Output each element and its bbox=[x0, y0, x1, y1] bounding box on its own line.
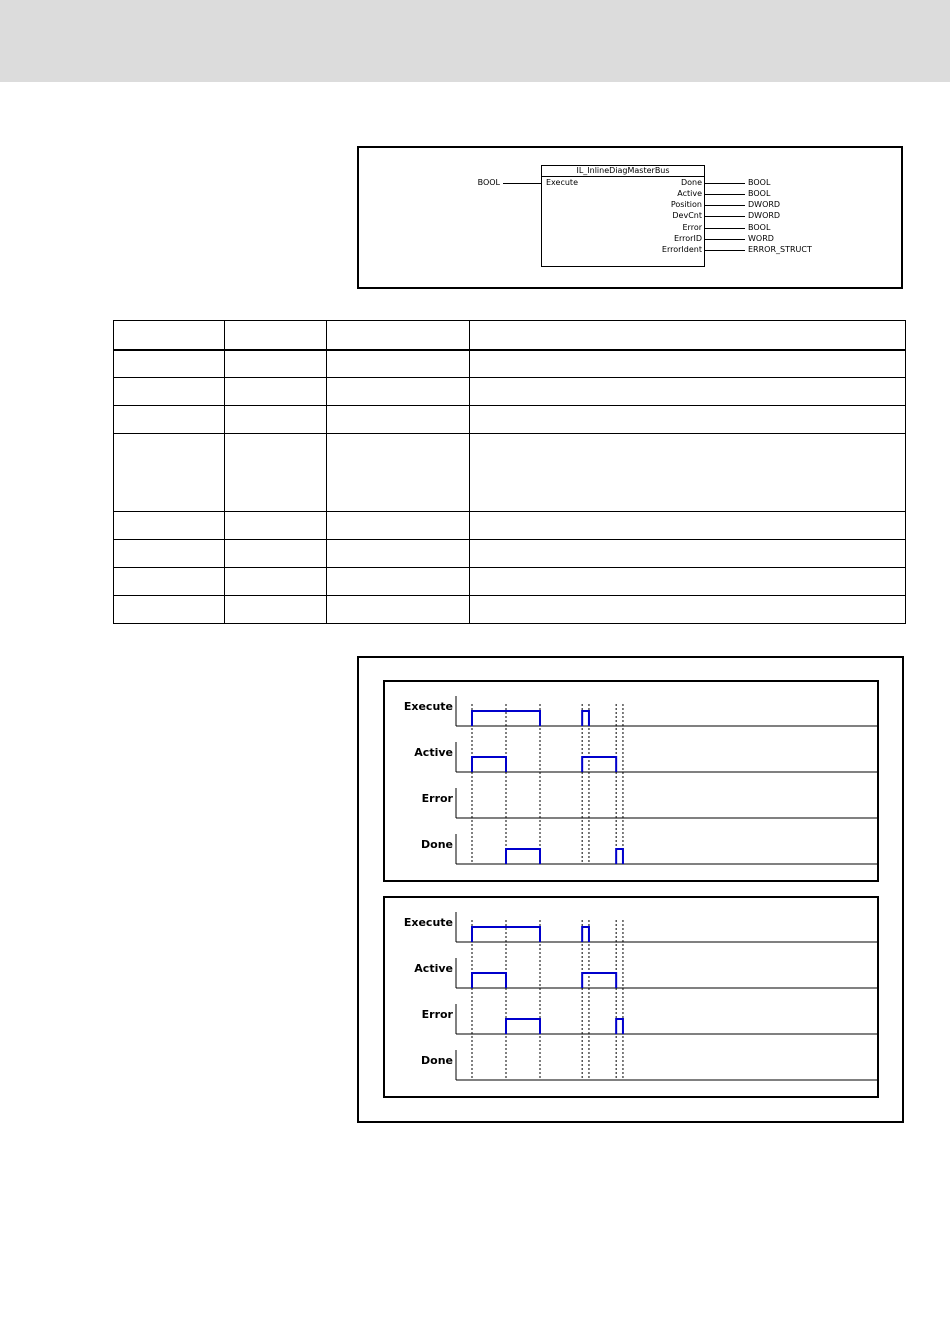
output-line-error bbox=[705, 228, 745, 229]
table-header-cell bbox=[327, 321, 470, 350]
table-row bbox=[114, 540, 906, 568]
table-cell bbox=[114, 378, 225, 406]
output-type-errorident: ERROR_STRUCT bbox=[748, 245, 812, 254]
signal-label: Error bbox=[421, 792, 453, 805]
output-type-position: DWORD bbox=[748, 200, 781, 209]
table-row bbox=[114, 378, 906, 406]
table-cell bbox=[327, 540, 470, 568]
signal-label: Active bbox=[414, 962, 453, 975]
output-name-position: Position bbox=[670, 200, 702, 209]
table-cell bbox=[225, 378, 327, 406]
output-name-error: Error bbox=[682, 223, 702, 232]
output-line-errorid bbox=[705, 239, 745, 240]
signal-pulse bbox=[506, 1019, 540, 1034]
output-type-errorid: WORD bbox=[748, 234, 774, 243]
table-cell bbox=[470, 434, 906, 512]
signal-label: Execute bbox=[403, 700, 453, 713]
table-cell bbox=[225, 540, 327, 568]
table-row bbox=[114, 350, 906, 378]
table-cell bbox=[327, 434, 470, 512]
table-cell bbox=[470, 512, 906, 540]
function-block-name: IL_InlineDiagMasterBus bbox=[576, 166, 670, 175]
signal-pulse bbox=[582, 927, 589, 942]
output-type-error: BOOL bbox=[748, 223, 771, 232]
table-cell bbox=[327, 406, 470, 434]
table-cell bbox=[225, 350, 327, 378]
table-cell bbox=[470, 568, 906, 596]
output-type-devcnt: DWORD bbox=[748, 211, 781, 220]
table-row bbox=[114, 512, 906, 540]
table-cell bbox=[327, 350, 470, 378]
table-cell bbox=[225, 512, 327, 540]
signal-pulse bbox=[582, 711, 589, 726]
table-cell bbox=[470, 350, 906, 378]
table-row bbox=[114, 434, 906, 512]
table-cell bbox=[470, 378, 906, 406]
table-cell bbox=[114, 512, 225, 540]
table-cell bbox=[114, 568, 225, 596]
table-cell bbox=[327, 378, 470, 406]
signal-pulse bbox=[616, 849, 623, 864]
output-type-done: BOOL bbox=[748, 178, 771, 187]
timing-chart-error bbox=[385, 898, 877, 1096]
signal-label: Execute bbox=[403, 916, 453, 929]
input-line-execute bbox=[503, 183, 541, 184]
output-name-errorid: ErrorID bbox=[673, 234, 702, 243]
table-cell bbox=[470, 406, 906, 434]
table-row bbox=[114, 568, 906, 596]
timing-panel-success bbox=[383, 680, 879, 882]
signal-label: Active bbox=[414, 746, 453, 759]
signal-pulse bbox=[582, 973, 616, 988]
table-row bbox=[114, 406, 906, 434]
table-cell bbox=[114, 596, 225, 624]
table-cell bbox=[225, 434, 327, 512]
table-header-cell bbox=[114, 321, 225, 350]
output-name-active: Active bbox=[677, 189, 702, 198]
output-name-devcnt: DevCnt bbox=[672, 211, 702, 220]
signal-pulse bbox=[506, 849, 540, 864]
table-cell bbox=[225, 596, 327, 624]
output-line-devcnt bbox=[705, 216, 745, 217]
table-cell bbox=[470, 540, 906, 568]
input-type-execute: BOOL bbox=[477, 178, 500, 187]
signal-label: Done bbox=[421, 838, 453, 851]
output-line-active bbox=[705, 194, 745, 195]
table-cell bbox=[114, 540, 225, 568]
signal-pulse bbox=[616, 1019, 623, 1034]
table-cell bbox=[225, 568, 327, 596]
timing-panel-error bbox=[383, 896, 879, 1098]
output-name-errorident: ErrorIdent bbox=[661, 245, 702, 254]
table-row bbox=[114, 596, 906, 624]
output-name-done: Done bbox=[680, 178, 702, 187]
page-header-band bbox=[0, 0, 950, 82]
timing-chart-success bbox=[385, 682, 877, 880]
input-name-execute: Execute bbox=[546, 178, 578, 187]
signal-label: Done bbox=[421, 1054, 453, 1067]
table-header-cell bbox=[470, 321, 906, 350]
table-cell bbox=[114, 434, 225, 512]
output-line-position bbox=[705, 205, 745, 206]
table-header-row bbox=[114, 321, 906, 350]
table-cell bbox=[225, 406, 327, 434]
output-type-active: BOOL bbox=[748, 189, 771, 198]
table-header-cell bbox=[225, 321, 327, 350]
table-cell bbox=[114, 350, 225, 378]
table-cell bbox=[470, 596, 906, 624]
signal-pulse bbox=[582, 757, 616, 772]
output-line-errorident bbox=[705, 250, 745, 251]
signal-label: Error bbox=[421, 1008, 453, 1021]
signal-pulse bbox=[472, 757, 506, 772]
function-block-title-divider bbox=[541, 176, 705, 177]
table-cell bbox=[327, 512, 470, 540]
table-cell bbox=[327, 596, 470, 624]
output-line-done bbox=[705, 183, 745, 184]
signal-pulse bbox=[472, 973, 506, 988]
table-cell bbox=[327, 568, 470, 596]
table-cell bbox=[114, 406, 225, 434]
parameter-table bbox=[113, 320, 906, 624]
